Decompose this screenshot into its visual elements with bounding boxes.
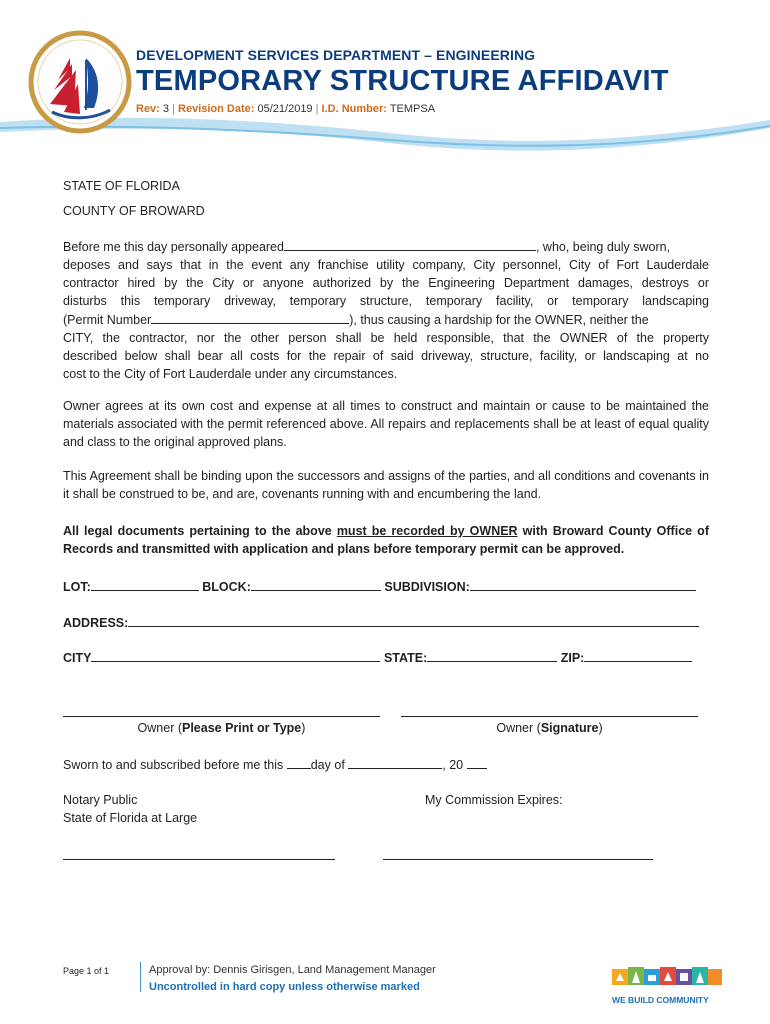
- notice-underlined: must be recorded by OWNER: [336, 524, 518, 538]
- footer-divider: [140, 962, 141, 992]
- day-blank[interactable]: [287, 755, 311, 769]
- id-label: I.D. Number:: [321, 103, 387, 115]
- caption-bold: Signature: [540, 721, 599, 735]
- city-state-zip-row: [63, 648, 692, 665]
- page-number: Page 1 of 1: [63, 966, 110, 976]
- city-field[interactable]: [91, 648, 380, 662]
- revision-date-label: Revision Date:: [178, 103, 255, 115]
- sworn-start: Sworn to and subscribed before me this: [63, 758, 287, 772]
- month-blank[interactable]: [348, 755, 442, 769]
- rev-label: Rev:: [136, 103, 160, 115]
- subdivision-field[interactable]: [470, 577, 696, 591]
- caption-prefix: Owner (: [137, 721, 182, 735]
- revision-info: [136, 103, 435, 115]
- maintenance-paragraph: Owner agrees at its own cost and expense at all times to construct and maintain or cause to be maintained the materials associated with the permit referenced above. All repairs and replacements shall be at least of equal quality and class to the original approved plans.: [63, 399, 709, 449]
- block-field[interactable]: [251, 577, 381, 591]
- owner-print-caption: [63, 719, 380, 737]
- p1-line: disturbs this temporary driveway, temporary structure, temporary facility, or temporary landscaping: [63, 294, 709, 308]
- affidavit-paragraph: [63, 237, 709, 383]
- rev-value: 3: [162, 103, 170, 115]
- brand-text: WE BUILD COMMUNITY: [612, 995, 709, 1005]
- caption-bold: Please Print or Type: [182, 721, 302, 735]
- p1-after-name: , who, being duly sworn,: [535, 240, 671, 254]
- city-label: CITY: [63, 651, 92, 665]
- notary-signature-line[interactable]: [63, 859, 335, 860]
- notice-end: with Broward County Office of Records and transmitted with application and plans before temporary permit can be approved.: [63, 524, 709, 556]
- recording-notice: [63, 522, 709, 558]
- city-logo: [28, 30, 132, 134]
- caption-suffix: ): [598, 721, 603, 735]
- lot-field[interactable]: [91, 577, 199, 591]
- binding-paragraph: This Agreement shall be binding upon the successors and assigns of the parties, and all conditions and covenants in it shall be construed to be, and are, covenants running with and encumbering the land.: [63, 469, 709, 501]
- we-build-community-logo: [612, 963, 724, 1005]
- permit-number-blank[interactable]: [151, 310, 349, 324]
- commission-expiry-line[interactable]: [383, 859, 653, 860]
- address-field[interactable]: [128, 613, 699, 627]
- owner-signature-caption: [401, 719, 698, 737]
- subdivision-label: SUBDIVISION:: [384, 580, 470, 594]
- zip-label: ZIP:: [560, 651, 585, 665]
- notice-start: All legal documents pertaining to the above: [63, 524, 337, 538]
- owner-signature-line[interactable]: [401, 716, 698, 717]
- separator: |: [315, 103, 319, 115]
- revision-date-value: 05/21/2019: [257, 103, 313, 115]
- state-at-large: State of Florida at Large: [63, 811, 198, 825]
- state-field[interactable]: [427, 648, 557, 662]
- p1-start: Before me this day personally appeared: [63, 240, 284, 254]
- lot-label: LOT:: [63, 580, 91, 594]
- approval-line: Approval by: Dennis Girisgen, Land Management Manager: [149, 964, 436, 976]
- p1-line: CITY, the contractor, nor the other person shall be held responsible, that the OWNER of the property: [63, 331, 709, 345]
- notary-public: Notary Public: [63, 793, 138, 807]
- document-title: TEMPORARY STRUCTURE AFFIDAVIT: [136, 65, 669, 97]
- name-blank[interactable]: [284, 237, 536, 251]
- p1-line: deposes and says that in the event any franchise utility company, City personnel, City of Fort Lauderdale: [63, 258, 709, 272]
- uncontrolled-notice: Uncontrolled in hard copy unless otherwise marked: [149, 981, 420, 993]
- id-value: TEMPSA: [389, 103, 436, 115]
- owner-print-line[interactable]: [63, 716, 380, 717]
- caption-suffix: ): [301, 721, 306, 735]
- sworn-year: , 20: [442, 758, 467, 772]
- permit-end: ), thus causing a hardship for the OWNER, neither the: [349, 313, 649, 327]
- community-icons: [612, 963, 724, 989]
- p1-line: cost to the City of Fort Lauderdale under any circumstances.: [63, 367, 398, 381]
- caption-prefix: Owner (: [496, 721, 541, 735]
- state-line: STATE OF FLORIDA: [63, 179, 180, 193]
- year-blank[interactable]: [467, 755, 487, 769]
- county-line: COUNTY OF BROWARD: [63, 204, 205, 218]
- zip-field[interactable]: [584, 648, 692, 662]
- permit-start: (Permit Number: [63, 313, 152, 327]
- block-label: BLOCK:: [202, 580, 251, 594]
- lot-block-subdivision-row: [63, 577, 696, 594]
- sworn-line: [63, 755, 487, 774]
- state-label: STATE:: [383, 651, 428, 665]
- sworn-day: day of: [310, 758, 349, 772]
- p1-line: contractor hired by the City or anyone authorized by the Engineering Department damages, destroys or: [63, 276, 709, 290]
- address-row: [63, 613, 699, 630]
- address-label: ADDRESS:: [63, 616, 129, 630]
- commission-expires: My Commission Expires:: [425, 793, 563, 807]
- department-heading: DEVELOPMENT SERVICES DEPARTMENT – ENGINEERING: [136, 47, 536, 63]
- p1-line: described below shall bear all costs for the repair of said driveway, structure, facility, or landscaping at no: [63, 349, 709, 363]
- separator: |: [172, 103, 175, 115]
